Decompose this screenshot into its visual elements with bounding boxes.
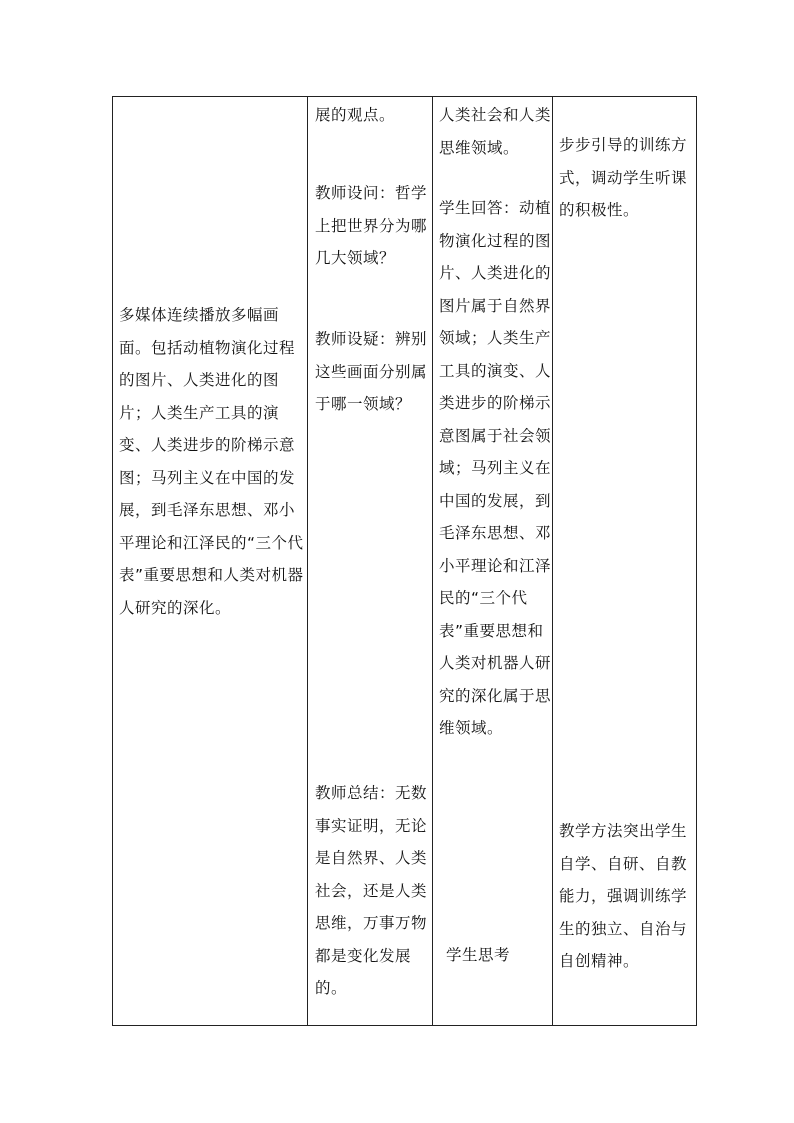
- multimedia-description: 多媒体连续播放多幅画面。包括动植物演化过程的图片、人类进化的图片；人类生产工具的演变、人类进步的阶梯示意图；马列主义在中国的发展，到毛泽东思想、邓小平理论和江泽民的“三个代表”重要思想和人类对机器人研究的深化。: [119, 306, 304, 617]
- teacher-summary-text: 教师总结：无数事实证明，无论是自然界、人类社会，还是人类思维，万事万物都是变化发展的。: [315, 784, 428, 997]
- column-divider-3: [552, 97, 553, 1025]
- viewpoint-tail-text: 展的观点。: [315, 106, 396, 124]
- teacher-doubt-text: 教师设疑：辨别这些画面分别属于哪一领域？: [315, 330, 428, 413]
- student-think-text: 学生思考: [446, 946, 511, 964]
- teacher-question-text: 教师设问：哲学上把世界分为哪几大领域？: [315, 184, 428, 267]
- student-answer-text: 学生回答：动植物演化过程的图片、人类进化的图片属于自然界领域；人类生产工具的演变、人类进步的阶梯示意图属于社会领域；马列主义在中国的发展，到毛泽东思想、邓小平理论和江泽民的“三个代表”重要思想和人类对机器人研究的深化属于思维领域。: [439, 199, 552, 737]
- lesson-plan-table: [112, 96, 697, 1026]
- domains-tail-text: 人类社会和人类思维领域。: [439, 106, 552, 157]
- teaching-method-text: 教学方法突出学生自学、自研、自教能力，强调训练学生的独立、自治与自创精神。: [559, 822, 688, 970]
- training-method-text: 步步引导的训练方式，调动学生听课的积极性。: [559, 136, 688, 219]
